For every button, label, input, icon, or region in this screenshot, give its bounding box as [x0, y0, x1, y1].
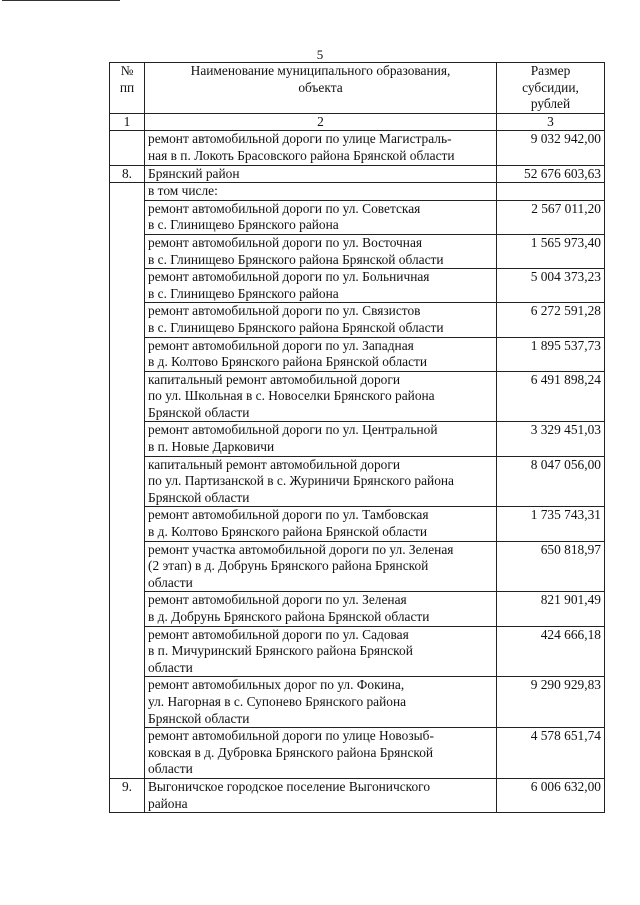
row-number — [110, 626, 145, 677]
table-body — [110, 131, 605, 813]
page-number: 5 — [316, 47, 324, 62]
table-row — [110, 234, 605, 268]
object-name: ремонт автомобильной дороги по ул. Восточная в с. Глинищево Брянского района Брянской области — [145, 234, 497, 268]
column-number-row — [110, 113, 605, 131]
object-name: ремонт автомобильной дороги по ул. Садовая в п. Мичуринский Брянского района Брянской области — [145, 626, 497, 677]
row-number — [110, 183, 145, 201]
table-row — [110, 507, 605, 541]
row-number — [110, 200, 145, 234]
table-row — [110, 456, 605, 507]
subsidy-amount: 6 006 632,00 — [497, 778, 605, 812]
row-number — [110, 541, 145, 592]
row-number — [110, 269, 145, 303]
table-row — [110, 165, 605, 183]
table-row — [110, 626, 605, 677]
header-amount-text: Размер субсидии, рублей — [522, 63, 579, 112]
object-name: ремонт автомобильной дороги по улице Новозыб- ковская в д. Дубровка Брянского района Брянской области — [145, 728, 497, 779]
subsidy-amount: 9 032 942,00 — [497, 131, 605, 165]
object-name: ремонт автомобильной дороги по ул. Связистов в с. Глинищево Брянского района Брянской области — [145, 303, 497, 337]
subsidy-amount: 8 047 056,00 — [497, 456, 605, 507]
table-row — [110, 728, 605, 779]
object-name: ремонт автомобильной дороги по ул. Советская в с. Глинищево Брянского района — [145, 200, 497, 234]
object-name: ремонт автомобильной дороги по ул. Зеленая в д. Добрунь Брянского района Брянской области — [145, 592, 497, 626]
col-number-1: 1 — [110, 113, 145, 131]
object-name: капитальный ремонт автомобильной дороги по ул. Партизанской в с. Журиничи Брянского района Брянской области — [145, 456, 497, 507]
table-row — [110, 592, 605, 626]
table-row — [110, 131, 605, 165]
subsidy-amount: 821 901,49 — [497, 592, 605, 626]
header-amount — [497, 63, 605, 114]
header-num — [110, 63, 145, 114]
subsidy-amount: 2 567 011,20 — [497, 200, 605, 234]
subsidy-amount: 6 272 591,28 — [497, 303, 605, 337]
row-number — [110, 131, 145, 165]
object-name: Выгоничское городское поселение Выгоничского района — [145, 778, 497, 812]
object-name: капитальный ремонт автомобильной дороги по ул. Школьная в с. Новоселки Брянского района Брянской области — [145, 371, 497, 422]
table-row — [110, 200, 605, 234]
row-number — [110, 592, 145, 626]
object-name: ремонт автомобильной дороги по улице Магистраль- ная в п. Локоть Брасовского района Брянской области — [145, 131, 497, 165]
subsidy-amount: 4 578 651,74 — [497, 728, 605, 779]
header-num-text: № пп — [119, 63, 135, 95]
subsidy-amount: 650 818,97 — [497, 541, 605, 592]
row-number — [110, 677, 145, 728]
table-row — [110, 422, 605, 456]
table-row — [110, 371, 605, 422]
subsidy-amount: 52 676 603,63 — [497, 165, 605, 183]
object-name: ремонт автомобильной дороги по ул. Западная в д. Колтово Брянского района Брянской области — [145, 337, 497, 371]
col-number-3: 3 — [497, 113, 605, 131]
table-row — [110, 677, 605, 728]
table-row — [110, 269, 605, 303]
header-name — [145, 63, 497, 114]
subsidy-amount: 1 735 743,31 — [497, 507, 605, 541]
table-row — [110, 541, 605, 592]
row-number — [110, 507, 145, 541]
subsidy-amount: 424 666,18 — [497, 626, 605, 677]
row-number — [110, 234, 145, 268]
header-name-text: Наименование муниципального образования, объекта — [190, 63, 451, 95]
table-row — [110, 303, 605, 337]
table-row — [110, 337, 605, 371]
table-row — [110, 183, 605, 201]
object-name: Брянский район — [145, 165, 497, 183]
object-name: в том числе: — [145, 183, 497, 201]
subsidy-amount — [497, 183, 605, 201]
col-number-2: 2 — [145, 113, 497, 131]
object-name: ремонт участка автомобильной дороги по ул. Зеленая (2 этап) в д. Добрунь Брянского района Брянской области — [145, 541, 497, 592]
row-number — [110, 303, 145, 337]
subsidy-amount: 9 290 929,83 — [497, 677, 605, 728]
subsidy-amount: 1 895 537,73 — [497, 337, 605, 371]
row-number: 9. — [110, 778, 145, 812]
subsidy-table — [109, 62, 605, 813]
subsidy-amount: 1 565 973,40 — [497, 234, 605, 268]
subsidy-amount: 3 329 451,03 — [497, 422, 605, 456]
top-margin-line — [2, 0, 120, 1]
row-number — [110, 371, 145, 422]
row-number — [110, 456, 145, 507]
object-name: ремонт автомобильных дорог по ул. Фокина, ул. Нагорная в с. Супонево Брянского района Брянской области — [145, 677, 497, 728]
subsidy-amount: 6 491 898,24 — [497, 371, 605, 422]
object-name: ремонт автомобильной дороги по ул. Тамбовская в д. Колтово Брянского района Брянской области — [145, 507, 497, 541]
row-number — [110, 422, 145, 456]
row-number — [110, 728, 145, 779]
row-number — [110, 337, 145, 371]
row-number: 8. — [110, 165, 145, 183]
subsidy-amount: 5 004 373,23 — [497, 269, 605, 303]
header-row — [110, 63, 605, 114]
table-row — [110, 778, 605, 812]
object-name: ремонт автомобильной дороги по ул. Центральной в п. Новые Дарковичи — [145, 422, 497, 456]
object-name: ремонт автомобильной дороги по ул. Больничная в с. Глинищево Брянского района — [145, 269, 497, 303]
